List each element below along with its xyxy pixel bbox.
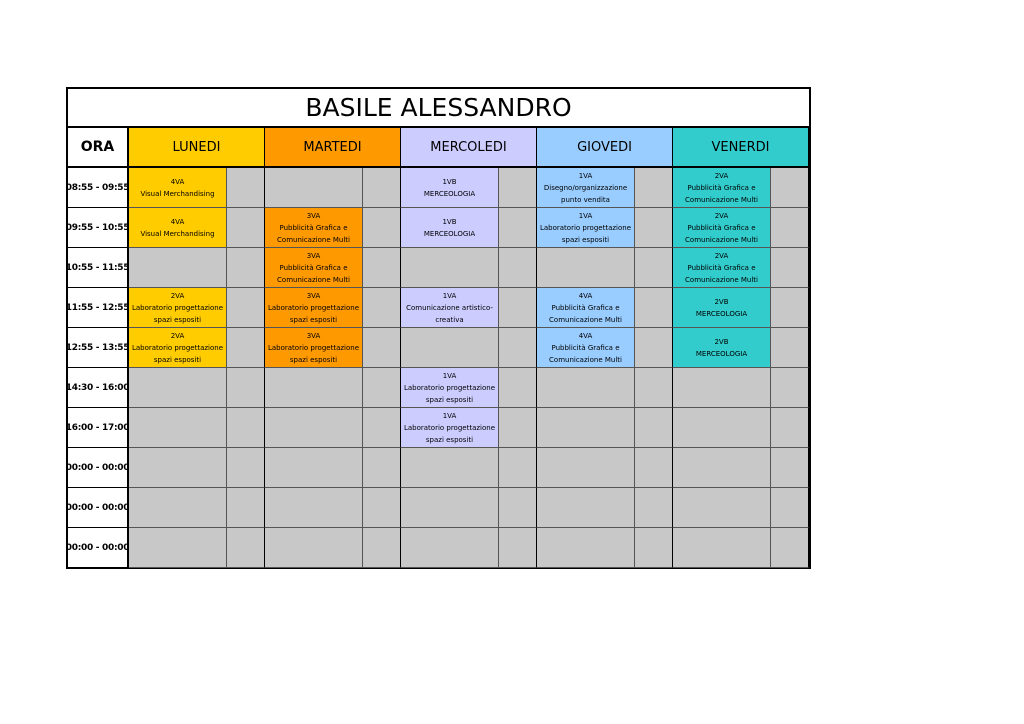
class-code: 1VB <box>442 177 457 186</box>
room-cell[interactable] <box>227 168 265 208</box>
empty-cell[interactable] <box>401 488 499 528</box>
empty-cell[interactable] <box>265 368 363 408</box>
subject-name: Laboratorio progettazione spazi espositi <box>267 303 360 324</box>
room-cell[interactable] <box>227 288 265 328</box>
room-cell[interactable] <box>363 448 401 488</box>
room-cell[interactable] <box>363 528 401 568</box>
empty-cell[interactable] <box>129 528 227 568</box>
class-code: 3VA <box>306 291 321 300</box>
subject-name: MERCEOLOGIA <box>423 189 476 198</box>
room-cell[interactable] <box>363 288 401 328</box>
class-code: 1VA <box>442 291 457 300</box>
empty-cell[interactable] <box>673 528 771 568</box>
lesson-cell[interactable] <box>401 168 499 208</box>
subject-name: MERCEOLOGIA <box>695 309 748 318</box>
lesson-cell[interactable] <box>401 368 499 408</box>
lesson-cell[interactable] <box>673 168 771 208</box>
empty-cell[interactable] <box>265 408 363 448</box>
lesson-cell[interactable] <box>129 288 227 328</box>
class-code: 2VA <box>170 291 185 300</box>
empty-cell[interactable] <box>673 488 771 528</box>
empty-cell[interactable] <box>129 448 227 488</box>
class-code: 3VA <box>306 251 321 260</box>
class-code: 2VA <box>714 211 729 220</box>
room-cell[interactable] <box>227 328 265 368</box>
day-header-giovedi: GIOVEDI <box>537 128 673 168</box>
time-slot: 08:55 - 09:55 <box>68 168 129 208</box>
room-cell[interactable] <box>499 328 537 368</box>
room-cell[interactable] <box>363 368 401 408</box>
lesson-cell[interactable] <box>537 168 635 208</box>
room-cell[interactable] <box>499 488 537 528</box>
class-code: 2VB <box>714 337 729 346</box>
class-code: 1VB <box>442 217 457 226</box>
empty-cell[interactable] <box>537 248 635 288</box>
room-cell[interactable] <box>771 368 809 408</box>
room-cell[interactable] <box>227 448 265 488</box>
empty-cell[interactable] <box>673 448 771 488</box>
time-slot: 10:55 - 11:55 <box>68 248 129 288</box>
subject-name: Pubblicità Grafica e Comunicazione Multi <box>685 263 758 284</box>
subject-name: Visual Merchandising <box>140 229 215 238</box>
room-cell[interactable] <box>635 368 673 408</box>
time-slot: 09:55 - 10:55 <box>68 208 129 248</box>
subject-name: Laboratorio progettazione spazi espositi <box>403 383 496 404</box>
room-cell[interactable] <box>771 328 809 368</box>
subject-name: Laboratorio progettazione spazi espositi <box>267 343 360 364</box>
room-cell[interactable] <box>227 528 265 568</box>
lesson-cell[interactable] <box>673 288 771 328</box>
time-slot: 00:00 - 00:00 <box>68 448 129 488</box>
room-cell[interactable] <box>635 488 673 528</box>
teacher-name-title: BASILE ALESSANDRO <box>68 89 809 128</box>
room-cell[interactable] <box>227 368 265 408</box>
time-slot: 14:30 - 16:00 <box>68 368 129 408</box>
subject-name: Laboratorio progettazione spazi espositi <box>131 303 224 324</box>
empty-cell[interactable] <box>537 368 635 408</box>
subject-name: Visual Merchandising <box>140 189 215 198</box>
room-cell[interactable] <box>635 528 673 568</box>
room-cell[interactable] <box>635 168 673 208</box>
room-cell[interactable] <box>499 208 537 248</box>
empty-cell[interactable] <box>129 408 227 448</box>
empty-cell[interactable] <box>401 528 499 568</box>
room-cell[interactable] <box>635 208 673 248</box>
room-cell[interactable] <box>363 408 401 448</box>
class-code: 4VA <box>170 217 185 226</box>
class-code: 2VB <box>714 297 729 306</box>
empty-cell[interactable] <box>537 448 635 488</box>
room-cell[interactable] <box>227 248 265 288</box>
class-code: 2VA <box>714 171 729 180</box>
empty-cell[interactable] <box>129 368 227 408</box>
day-header-lunedi: LUNEDI <box>129 128 265 168</box>
empty-cell[interactable] <box>129 248 227 288</box>
lesson-cell[interactable] <box>673 248 771 288</box>
class-code: 4VA <box>578 291 593 300</box>
subject-name: MERCEOLOGIA <box>423 229 476 238</box>
day-header-venerdi: VENERDI <box>673 128 809 168</box>
time-slot: 16:00 - 17:00 <box>68 408 129 448</box>
lesson-cell[interactable] <box>129 328 227 368</box>
room-cell[interactable] <box>499 408 537 448</box>
class-code: 4VA <box>578 331 593 340</box>
subject-name: Comunicazione artistico-creativa <box>406 303 493 324</box>
class-code: 1VA <box>442 371 457 380</box>
subject-name: Pubblicità Grafica e Comunicazione Multi <box>685 223 758 244</box>
room-cell[interactable] <box>771 248 809 288</box>
room-cell[interactable] <box>635 408 673 448</box>
room-cell[interactable] <box>635 328 673 368</box>
lesson-cell[interactable] <box>673 328 771 368</box>
empty-cell[interactable] <box>673 368 771 408</box>
room-cell[interactable] <box>771 208 809 248</box>
time-slot: 00:00 - 00:00 <box>68 528 129 568</box>
day-header-mercoledi: MERCOLEDI <box>401 128 537 168</box>
room-cell[interactable] <box>635 288 673 328</box>
time-slot: 00:00 - 00:00 <box>68 488 129 528</box>
room-cell[interactable] <box>363 248 401 288</box>
subject-name: Pubblicità Grafica e Comunicazione Multi <box>549 303 622 324</box>
empty-cell[interactable] <box>401 448 499 488</box>
lesson-cell[interactable] <box>537 328 635 368</box>
room-cell[interactable] <box>499 168 537 208</box>
time-slot: 11:55 - 12:55 <box>68 288 129 328</box>
room-cell[interactable] <box>363 488 401 528</box>
room-cell[interactable] <box>635 448 673 488</box>
lesson-cell[interactable] <box>265 248 363 288</box>
class-code: 2VA <box>170 331 185 340</box>
lesson-cell[interactable] <box>537 208 635 248</box>
class-code: 3VA <box>306 331 321 340</box>
room-cell[interactable] <box>771 448 809 488</box>
empty-cell[interactable] <box>265 488 363 528</box>
class-code: 3VA <box>306 211 321 220</box>
empty-cell[interactable] <box>537 528 635 568</box>
subject-name: Pubblicità Grafica e Comunicazione Multi <box>549 343 622 364</box>
empty-cell[interactable] <box>129 488 227 528</box>
class-code: 1VA <box>578 171 593 180</box>
empty-cell[interactable] <box>265 168 363 208</box>
timetable-sheet <box>66 87 811 569</box>
lesson-cell[interactable] <box>265 208 363 248</box>
lesson-cell[interactable] <box>401 408 499 448</box>
room-cell[interactable] <box>771 488 809 528</box>
subject-name: Laboratorio progettazione spazi espositi <box>539 223 632 244</box>
room-cell[interactable] <box>771 168 809 208</box>
lesson-cell[interactable] <box>265 288 363 328</box>
subject-name: Laboratorio progettazione spazi espositi <box>131 343 224 364</box>
room-cell[interactable] <box>771 408 809 448</box>
empty-cell[interactable] <box>265 528 363 568</box>
lesson-cell[interactable] <box>265 328 363 368</box>
subject-name: Pubblicità Grafica e Comunicazione Multi <box>685 183 758 204</box>
class-code: 2VA <box>714 251 729 260</box>
day-header-martedi: MARTEDI <box>265 128 401 168</box>
lesson-cell[interactable] <box>401 208 499 248</box>
empty-cell[interactable] <box>265 448 363 488</box>
room-cell[interactable] <box>363 328 401 368</box>
lesson-cell[interactable] <box>129 168 227 208</box>
ora-header: ORA <box>68 128 129 168</box>
subject-name: MERCEOLOGIA <box>695 349 748 358</box>
room-cell[interactable] <box>635 248 673 288</box>
empty-cell[interactable] <box>537 488 635 528</box>
room-cell[interactable] <box>227 488 265 528</box>
room-cell[interactable] <box>499 368 537 408</box>
room-cell[interactable] <box>363 168 401 208</box>
room-cell[interactable] <box>363 208 401 248</box>
class-code: 1VA <box>578 211 593 220</box>
lesson-cell[interactable] <box>401 288 499 328</box>
empty-cell[interactable] <box>537 408 635 448</box>
subject-name: Disegno/organizzazione punto vendita <box>543 183 628 204</box>
room-cell[interactable] <box>499 448 537 488</box>
timetable-grid <box>65 128 809 567</box>
room-cell[interactable] <box>771 288 809 328</box>
time-slot: 12:55 - 13:55 <box>68 328 129 368</box>
room-cell[interactable] <box>227 208 265 248</box>
subject-name: Pubblicità Grafica e Comunicazione Multi <box>277 263 350 284</box>
room-cell[interactable] <box>499 288 537 328</box>
class-code: 4VA <box>170 177 185 186</box>
empty-cell[interactable] <box>673 408 771 448</box>
room-cell[interactable] <box>499 248 537 288</box>
subject-name: Laboratorio progettazione spazi espositi <box>403 423 496 444</box>
empty-cell[interactable] <box>401 248 499 288</box>
lesson-cell[interactable] <box>537 288 635 328</box>
class-code: 1VA <box>442 411 457 420</box>
room-cell[interactable] <box>499 528 537 568</box>
lesson-cell[interactable] <box>129 208 227 248</box>
lesson-cell[interactable] <box>673 208 771 248</box>
subject-name: Pubblicità Grafica e Comunicazione Multi <box>277 223 350 244</box>
empty-cell[interactable] <box>401 328 499 368</box>
room-cell[interactable] <box>771 528 809 568</box>
room-cell[interactable] <box>227 408 265 448</box>
